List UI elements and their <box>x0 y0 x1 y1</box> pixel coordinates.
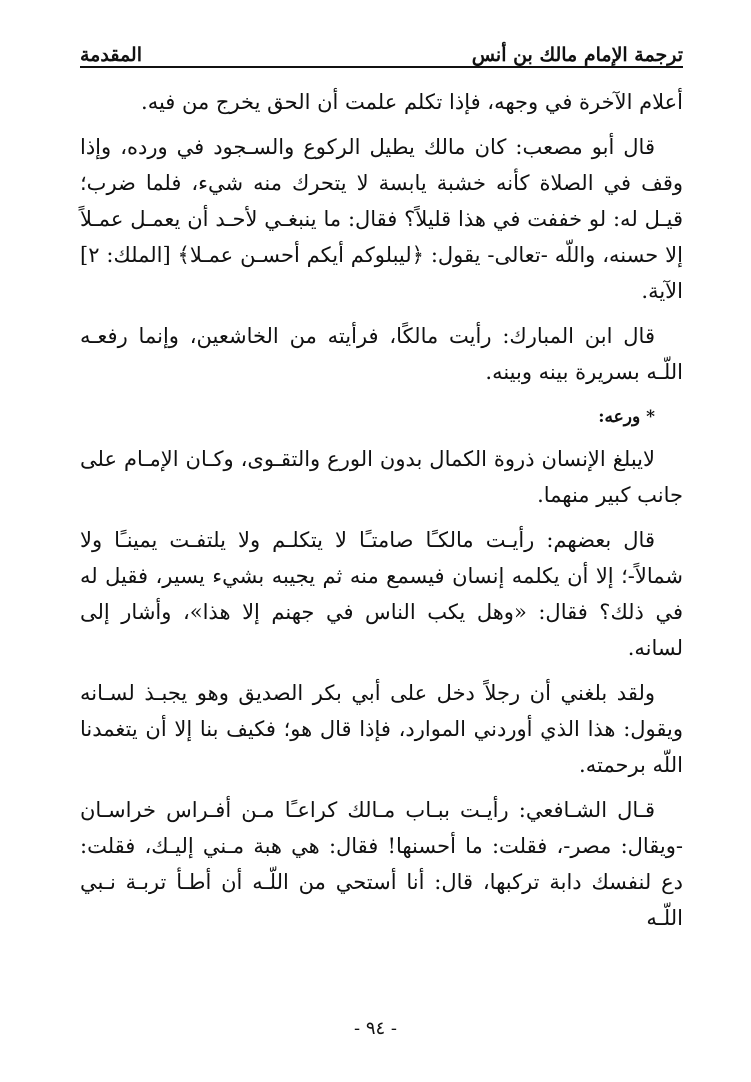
header-rule <box>80 66 683 68</box>
paragraph-silence: قال بعضهم: رأيـت مالكـًا صامتـًا لا يتكلـم ولا يلتفـت يمينـًا ولا شمالاً-؛ إلا أن يكلمه إنسان فيسمع منه ثم يجيبه بشيء يسير، فقيل له في ذلك؟ فقال: «وهل يكب الناس في جهنم إلا هذا»، وأشار إلى لسانه. <box>80 528 683 660</box>
paragraph-ibn-al-mubarak: قال ابن المبارك: رأيت مالكًا، فرأيته من الخاشعين، وإنما رفعـه اللّـه بسريرة بينه وبينه. <box>80 324 683 384</box>
section-heading-piety: * ورعه: <box>598 407 655 427</box>
page-number: - ٩٤ - <box>354 1018 397 1039</box>
paragraph-al-shafii: قـال الشـافعي: رأيـت ببـاب مـالك كراعـًا مـن أفـراس خراسـان -ويقال: مصر-، فقلت: ما أحسنها! فقال: هي هبة مـني إليـك، فقلت: دع لنفسك دابة تركبها، قال: أنا أستحي من اللّـه أن أطـأ تربـة نـبي اللّـه <box>80 798 683 930</box>
paragraph-abu-musab: قال أبو مصعب: كان مالك يطيل الركوع والسـجود في ورده، وإذا وقف في الصلاة كأنه خشبة يابسة لا يتحرك منه شيء، فلما ضرب؛ قيـل له: لو خففت في هذا قليلاً؟ فقال: ما ينبغـي لأحـد أن يعمـل عمـلاً إلا حسنه، واللّه -تعالى- يقول: ﴿ليبلوكم أيكم أحسـن عمـلا﴾ [الملك: ٢] الآية. <box>80 135 683 303</box>
paragraph-abu-bakr: ولقد بلغني أن رجلاً دخل على أبي بكر الصديق وهو يجبـذ لسـانه ويقول: هذا الذي أوردني الموارد، فإذا قال هو؛ فكيف بنا إلا أن يتغمدنا اللّه برحمته. <box>80 681 683 777</box>
running-header <box>80 34 683 66</box>
paragraph-continuation: أعلام الآخرة في وجهه، فإذا تكلم علمت أن الحق يخرج من فيه. <box>141 90 683 114</box>
section-title: المقدمة <box>80 44 143 66</box>
page-body <box>80 84 683 945</box>
paragraph-piety-intro: لايبلغ الإنسان ذروة الكمال بدون الورع والتقـوى، وكـان الإمـام على جانب كبير منهما. <box>80 447 683 507</box>
book-title: ترجمة الإمام مالك بن أنس <box>471 44 683 66</box>
